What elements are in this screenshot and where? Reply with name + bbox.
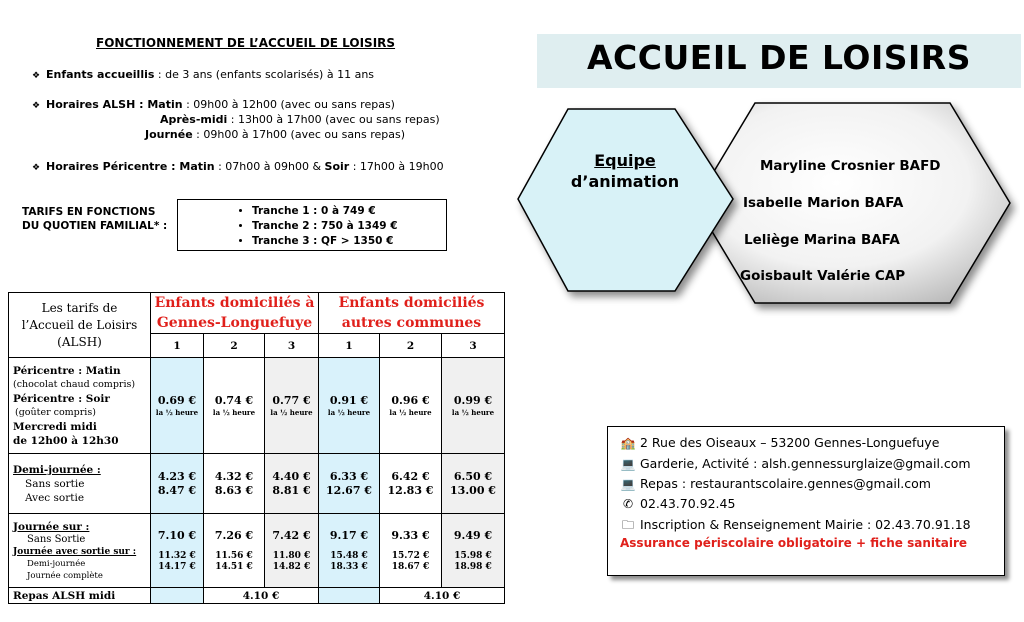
team-label <box>540 150 710 192</box>
contact-box <box>607 426 1005 576</box>
price-unit: la ½ heure <box>327 408 371 417</box>
diamond-bullet-icon: ❖ <box>32 71 41 81</box>
price-cell <box>380 358 442 454</box>
price-value: 4.32 € <box>214 469 254 483</box>
tarif-label <box>22 205 167 233</box>
price-unit: la ½ heure <box>270 408 313 417</box>
day-value: : 09h00 à 17h00 (avec ou sans repas) <box>192 128 406 141</box>
contact-address <box>620 435 939 450</box>
price-value: 11.80 € <box>272 550 311 561</box>
group-header-local <box>151 293 319 334</box>
alsh-afternoon-line <box>160 113 440 126</box>
price-unit: la ½ heure <box>451 408 495 417</box>
price-value: 0.99 € <box>453 394 493 407</box>
contact-repas <box>620 476 931 491</box>
staff-member: Goisbault Valérie CAP <box>740 268 906 284</box>
diamond-bullet-icon: ❖ <box>32 101 41 111</box>
price-cell <box>265 454 319 514</box>
team-label-line: d’animation <box>570 172 680 191</box>
laptop-icon: 💻 <box>620 477 636 491</box>
table-row <box>9 358 505 454</box>
group-header-other <box>319 293 505 334</box>
price-value: 7.10 € <box>157 528 197 542</box>
tarif-label-line: TARIFS EN FONCTIONS <box>22 206 156 218</box>
contact-garderie <box>620 456 971 471</box>
row-label-line: Péricentre : Matin <box>13 364 121 377</box>
pericentre-evening: : 17h00 à 19h00 <box>349 160 444 173</box>
price-value: 8.47 € <box>157 483 197 497</box>
price-cell <box>151 358 204 454</box>
group-header-line: autres communes <box>341 315 482 331</box>
price-value: 14.82 € <box>272 561 311 572</box>
tarif-label-line: DU QUOTIEN FAMILIAL* : <box>22 220 168 232</box>
repas-price-other: 4.10 € <box>380 588 505 604</box>
row-label-demi <box>9 454 151 514</box>
col-header: 1 <box>151 334 204 358</box>
price-value: 6.42 € <box>391 469 430 483</box>
corner-line: l’Accueil de Loisirs <box>21 317 138 332</box>
contact-text: 2 Rue des Oiseaux – 53200 Gennes-Longuefuye <box>640 435 940 450</box>
contact-phone <box>620 496 735 511</box>
pericentre-label: Horaires Péricentre : Matin <box>46 160 215 173</box>
price-value: 11.32 € <box>158 550 196 561</box>
pericentre-evening-label: Soir <box>324 160 350 173</box>
alsh-morning-line <box>32 98 395 111</box>
repas-price-local: 4.10 € <box>204 588 319 604</box>
diamond-bullet-icon: ❖ <box>32 163 41 173</box>
contact-mairie <box>620 516 971 537</box>
row-label-line: Avec sortie <box>25 491 85 504</box>
row-label-line: (chocolat chaud compris) <box>13 378 136 390</box>
contact-text: Garderie, Activité : alsh.gennessurglaize@gmail.com <box>640 456 971 471</box>
price-value: 6.33 € <box>329 469 369 483</box>
afternoon-value: : 13h00 à 17h00 (avec ou sans repas) <box>227 113 440 126</box>
afternoon-label: Après-midi <box>160 113 228 126</box>
row-label-repas: Repas ALSH midi <box>9 588 151 604</box>
empty-cell <box>319 588 380 604</box>
staff-member: Leliège Marina BAFA <box>744 232 900 248</box>
row-label-line: Sans Sortie <box>27 533 86 545</box>
price-value: 9.49 € <box>453 528 493 542</box>
price-cell <box>319 514 380 588</box>
tranche-item: • Tranche 3 : QF > 1350 € <box>252 234 446 249</box>
row-label-line: Demi-journée : <box>13 463 101 476</box>
row-label-line: Sans sortie <box>25 477 85 490</box>
team-label-line: Equipe <box>594 151 656 170</box>
price-cell <box>380 454 442 514</box>
price-cell <box>380 514 442 588</box>
table-row <box>9 454 505 514</box>
price-value: 4.23 € <box>157 469 197 483</box>
price-value: 4.40 € <box>272 469 311 483</box>
price-value: 9.33 € <box>391 528 430 542</box>
price-cell <box>204 454 265 514</box>
alsh-morning-value: : 09h00 à 12h00 (avec ou sans repas) <box>182 98 395 111</box>
col-header: 3 <box>265 334 319 358</box>
price-value: 15.72 € <box>391 550 430 561</box>
row-label-line: Journée complète <box>27 570 103 581</box>
pericentre-line <box>32 160 444 173</box>
folder-icon: 🗀 <box>621 518 634 532</box>
price-value: 14.17 € <box>158 561 196 572</box>
price-cell <box>319 454 380 514</box>
price-cell <box>442 514 505 588</box>
price-value: 18.33 € <box>330 561 368 572</box>
col-header: 3 <box>442 334 505 358</box>
page-title: ACCUEIL DE LOISIRS <box>587 38 971 77</box>
col-header: 1 <box>319 334 380 358</box>
row-label-line: Journée avec sortie sur : <box>13 546 137 557</box>
price-value: 6.50 € <box>453 469 493 483</box>
price-value: 15.98 € <box>454 550 492 561</box>
col-header: 2 <box>380 334 442 358</box>
table-row <box>9 588 505 604</box>
price-unit: la ½ heure <box>389 408 432 417</box>
price-value: 18.98 € <box>454 561 492 572</box>
staff-member: Maryline Crosnier BAFD <box>760 158 941 174</box>
insurance-note: Assurance périscolaire obligatoire + fiche sanitaire <box>620 536 967 550</box>
price-unit: la ½ heure <box>212 408 256 417</box>
price-value: 12.67 € <box>326 483 372 497</box>
row-label-line: Péricentre : Soir <box>13 392 110 405</box>
tranche-box <box>177 199 447 251</box>
price-value: 0.69 € <box>157 394 197 407</box>
price-value: 0.74 € <box>214 394 254 407</box>
tranche-item: • Tranche 2 : 750 à 1349 € <box>252 219 446 234</box>
price-value: 13.00 € <box>450 483 496 497</box>
group-header-line: Enfants domiciliés à <box>154 295 315 311</box>
price-value: 11.56 € <box>215 550 253 561</box>
row-label-line: Demi-journée <box>27 558 86 569</box>
price-cell <box>442 454 505 514</box>
price-cell <box>151 454 204 514</box>
laptop-icon: 💻 <box>620 457 636 471</box>
group-header-line: Enfants domiciliés <box>338 295 485 311</box>
school-icon: 🏫 <box>620 436 636 450</box>
row-label-journee <box>9 514 151 588</box>
table-row <box>9 514 505 588</box>
row-label-line: de 12h00 à 12h30 <box>13 434 119 447</box>
alsh-label: Horaires ALSH : Matin <box>46 98 183 111</box>
price-cell <box>265 514 319 588</box>
price-value: 0.77 € <box>272 394 311 407</box>
price-cell <box>204 358 265 454</box>
staff-member: Isabelle Marion BAFA <box>743 195 904 211</box>
phone-icon: ✆ <box>622 497 634 511</box>
row-label-line: (goûter compris) <box>15 406 96 418</box>
day-label: Journée <box>145 128 193 141</box>
rates-table <box>8 292 505 604</box>
price-unit: la ½ heure <box>155 408 199 417</box>
team-hexagon <box>518 109 733 291</box>
price-value: 9.17 € <box>329 528 369 542</box>
price-value: 14.51 € <box>215 561 253 572</box>
corner-line: (ALSH) <box>57 334 102 349</box>
empty-cell <box>151 588 204 604</box>
price-value: 12.83 € <box>387 483 434 497</box>
price-cell <box>265 358 319 454</box>
row-label-pericentre <box>9 358 151 454</box>
alsh-day-line <box>145 128 405 141</box>
price-cell <box>204 514 265 588</box>
info-title: FONCTIONNEMENT DE L’ACCUEIL DE LOISIRS <box>96 36 396 50</box>
price-value: 15.48 € <box>330 550 368 561</box>
tranche-item: • Tranche 1 : 0 à 749 € <box>252 204 446 219</box>
children-label: Enfants accueillis <box>46 68 155 81</box>
price-cell <box>319 358 380 454</box>
price-value: 8.63 € <box>214 483 254 497</box>
corner-line: Les tarifs de <box>41 300 118 315</box>
children-value: : de 3 ans (enfants scolarisés) à 11 ans <box>154 68 375 81</box>
children-line <box>32 68 374 81</box>
price-value: 18.67 € <box>391 561 430 572</box>
group-header-line: Gennes-Longuefuye <box>156 315 313 331</box>
table-corner <box>9 293 151 358</box>
row-label-line: Mercredi midi <box>13 420 97 433</box>
price-value: 7.26 € <box>214 528 254 542</box>
price-value: 0.91 € <box>329 394 369 407</box>
contact-text: Inscription & Renseignement Mairie : 02.43.70.91.18 <box>640 517 971 532</box>
pericentre-morning: : 07h00 à 09h00 & <box>214 160 325 173</box>
price-value: 7.42 € <box>272 528 311 542</box>
contact-text: 02.43.70.92.45 <box>640 496 736 511</box>
col-header: 2 <box>204 334 265 358</box>
price-cell <box>151 514 204 588</box>
price-value: 0.96 € <box>391 394 430 407</box>
row-label-line: Journée sur : <box>13 520 90 533</box>
price-value: 8.81 € <box>272 483 311 497</box>
price-cell <box>442 358 505 454</box>
contact-text: Repas : restaurantscolaire.gennes@gmail.com <box>640 476 931 491</box>
